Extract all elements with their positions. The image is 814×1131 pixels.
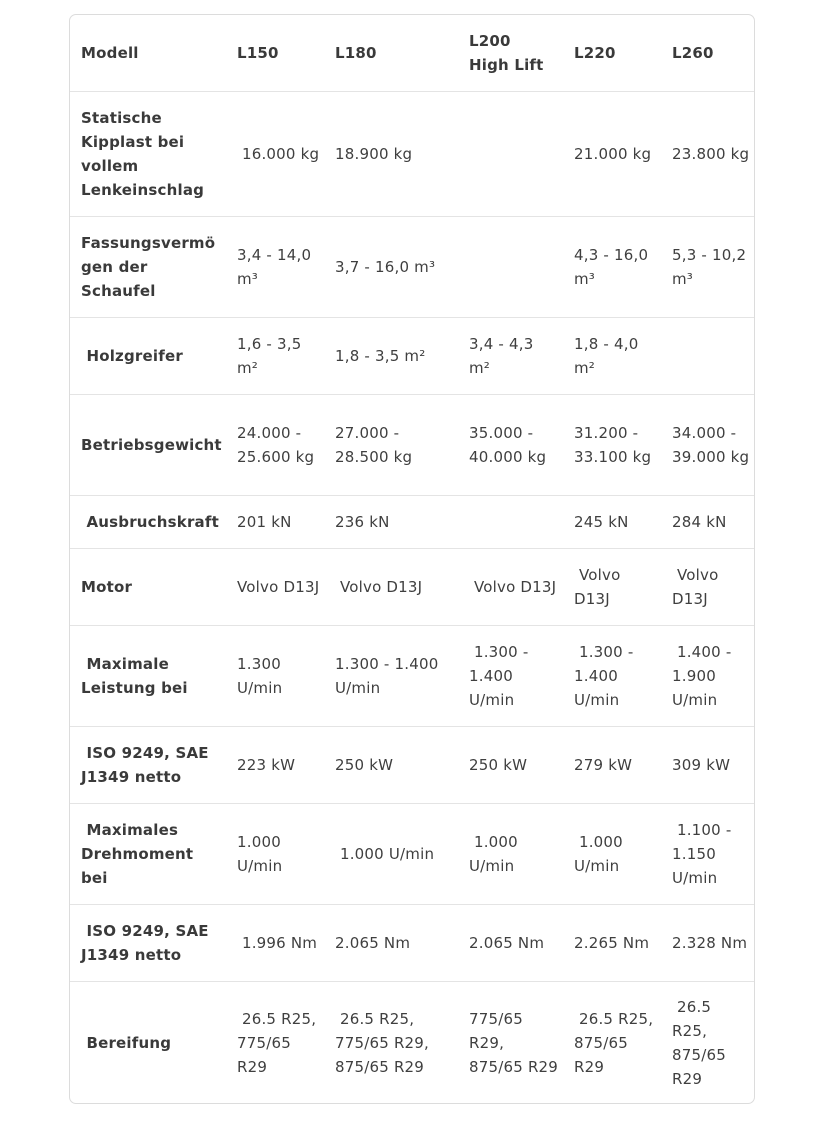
- table-cell: 1,6 - 3,5 m²: [237, 334, 307, 377]
- model-header-l180: L180: [335, 43, 377, 62]
- table-cell: 2.265 Nm: [574, 933, 650, 952]
- table-cell: 5,3 - 10,2 m³: [672, 245, 752, 288]
- table-cell: 2.328 Nm: [672, 933, 748, 952]
- table-cell: [458, 91, 563, 216]
- table-row: [70, 495, 754, 548]
- table-cell: 24.000 - 25.600 kg: [237, 423, 315, 466]
- table-cell: 26.5 R25, 875/65 R29: [672, 998, 731, 1089]
- table-cell: 4,3 - 16,0 m³: [574, 245, 654, 288]
- table-cell: 1.400 - 1.900 U/min: [672, 642, 737, 709]
- table-cell: Volvo D13J: [672, 565, 724, 608]
- table-cell: Volvo D13J: [237, 577, 320, 596]
- row-label: Betriebsgewicht: [81, 435, 222, 454]
- row-label: Ausbruchskraft: [81, 512, 219, 531]
- row-label: Statische Kipplast bei vollem Lenkeinschlag: [81, 108, 205, 199]
- table-row: [70, 726, 754, 803]
- spec-table: [70, 15, 754, 1104]
- table-row: [70, 981, 754, 1104]
- table-cell: 1.300 - 1.400 U/min: [335, 654, 444, 697]
- row-label: ISO 9249, SAE J1349 netto: [81, 743, 215, 786]
- table-cell: 1.000 U/min: [237, 832, 286, 875]
- row-label: ISO 9249, SAE J1349 netto: [81, 921, 215, 964]
- table-cell: 35.000 - 40.000 kg: [469, 423, 547, 466]
- table-cell: 1.300 U/min: [237, 654, 286, 697]
- row-label: Bereifung: [81, 1034, 172, 1053]
- table-cell: 21.000 kg: [574, 144, 652, 163]
- table-cell: 34.000 - 39.000 kg: [672, 423, 750, 466]
- row-label: Maximales Drehmoment bei: [81, 820, 199, 887]
- table-row: [70, 625, 754, 726]
- table-row: [70, 394, 754, 495]
- table-cell: Volvo D13J: [469, 577, 557, 596]
- table-cell: 245 kN: [574, 512, 629, 531]
- table-cell: 201 kN: [237, 512, 292, 531]
- table-cell: 309 kW: [672, 755, 731, 774]
- table-cell: [458, 495, 563, 548]
- table-cell: 2.065 Nm: [335, 933, 411, 952]
- spec-table-card: [69, 14, 755, 1104]
- table-cell: 1,8 - 4,0 m²: [574, 334, 644, 377]
- table-cell: 26.5 R25, 775/65 R29, 875/65 R29: [335, 1010, 434, 1077]
- table-cell: 1.300 - 1.400 U/min: [469, 642, 534, 709]
- table-cell: 1.000 U/min: [574, 832, 628, 875]
- table-cell: 1.300 - 1.400 U/min: [574, 642, 639, 709]
- table-cell: 18.900 kg: [335, 144, 413, 163]
- model-header-l220: L220: [574, 43, 616, 62]
- table-cell: 16.000 kg: [237, 144, 320, 163]
- header-label: Modell: [81, 43, 139, 62]
- table-cell: Volvo D13J: [335, 577, 423, 596]
- table-cell: 1.000 U/min: [469, 832, 523, 875]
- table-cell: 250 kW: [335, 755, 394, 774]
- table-cell: 236 kN: [335, 512, 390, 531]
- table-cell: [458, 216, 563, 317]
- table-row: [70, 216, 754, 317]
- table-cell: 250 kW: [469, 755, 528, 774]
- table-cell: 2.065 Nm: [469, 933, 545, 952]
- table-cell: 26.5 R25, 875/65 R29: [574, 1010, 659, 1077]
- table-cell: 23.800 kg: [672, 144, 750, 163]
- table-cell: 1.996 Nm: [237, 933, 318, 952]
- table-row: [70, 803, 754, 904]
- table-cell: 1,8 - 3,5 m²: [335, 346, 426, 365]
- model-header-l150: L150: [237, 43, 279, 62]
- table-cell: 3,4 - 14,0 m³: [237, 245, 317, 288]
- table-cell: 284 kN: [672, 512, 727, 531]
- row-label: Motor: [81, 577, 133, 596]
- table-cell: 26.5 R25, 775/65 R29: [237, 1010, 322, 1077]
- table-cell: 3,7 - 16,0 m³: [335, 257, 436, 276]
- row-label: Maximale Leistung bei: [81, 654, 188, 697]
- table-row: [70, 317, 754, 394]
- table-row: [70, 904, 754, 981]
- table-cell: 279 kW: [574, 755, 633, 774]
- table-header-row: [70, 15, 754, 91]
- table-row: [70, 91, 754, 216]
- table-cell: 775/65 R29, 875/65 R29: [469, 1010, 559, 1077]
- table-cell: [661, 317, 754, 394]
- table-cell: Volvo D13J: [574, 565, 626, 608]
- table-cell: 223 kW: [237, 755, 296, 774]
- row-label: Holzgreifer: [81, 346, 183, 365]
- model-header-l200: L200 High Lift: [469, 31, 544, 74]
- table-cell: 31.200 - 33.100 kg: [574, 423, 652, 466]
- table-cell: 27.000 - 28.500 kg: [335, 423, 413, 466]
- table-row: [70, 548, 754, 625]
- table-cell: 3,4 - 4,3 m²: [469, 334, 539, 377]
- table-cell: 1.000 U/min: [335, 844, 435, 863]
- row-label: Fassungsvermö gen der Schaufel: [81, 233, 221, 300]
- model-header-l260: L260: [672, 43, 714, 62]
- table-cell: 1.100 - 1.150 U/min: [672, 820, 737, 887]
